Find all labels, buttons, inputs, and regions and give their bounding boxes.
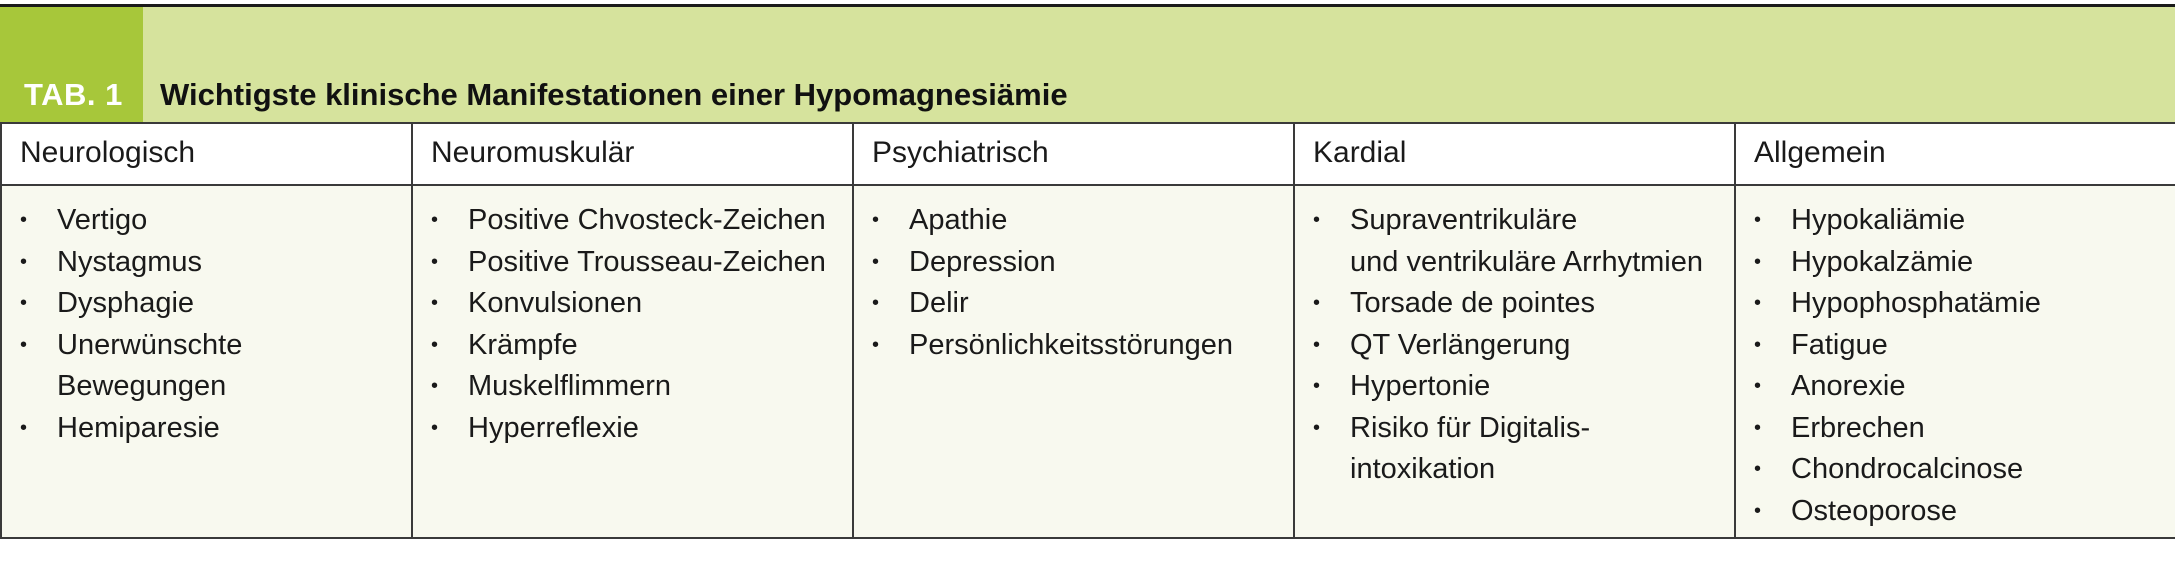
list-item: • Konvulsionen xyxy=(431,283,844,325)
table-header-band xyxy=(0,4,2175,122)
list-item: • Hyperreflexie xyxy=(431,408,844,450)
list-item: • Fatigue xyxy=(1754,325,2167,367)
list-item: • Krämpfe xyxy=(431,325,844,367)
manifestations-grid xyxy=(0,122,2175,539)
cell-kardial xyxy=(1294,185,1735,538)
list-psychiatrisch xyxy=(872,200,1285,366)
list-item: • Positive Trousseau-Zeichen xyxy=(431,242,844,284)
tab-badge xyxy=(0,7,143,122)
list-item: • Positive Chvosteck-Zeichen xyxy=(431,200,844,242)
list-item: • Osteoporose xyxy=(1754,491,2167,533)
list-item: • Torsade de pointes xyxy=(1313,283,1726,325)
table-title: Wichtigste klinische Manifestationen einer Hypomagnesiämie xyxy=(160,77,1068,112)
list-item: • Persönlichkeitsstörungen xyxy=(872,325,1285,367)
list-item: • Hemiparesie xyxy=(20,408,403,450)
list-item: • QT Verlängerung xyxy=(1313,325,1726,367)
list-item: • Vertigo xyxy=(20,200,403,242)
list-item: • Delir xyxy=(872,283,1285,325)
list-item: • Hypokaliämie xyxy=(1754,200,2167,242)
list-allgemein xyxy=(1754,200,2167,532)
cell-psychiatrisch xyxy=(853,185,1294,538)
cell-neurologisch xyxy=(1,185,412,538)
list-item: • Erbrechen xyxy=(1754,408,2167,450)
list-item: • Depression xyxy=(872,242,1285,284)
table-row xyxy=(1,185,2175,538)
list-item: • Dysphagie xyxy=(20,283,403,325)
list-item: • Anorexie xyxy=(1754,366,2167,408)
column-header-neurologisch: Neurologisch xyxy=(1,123,412,185)
list-item: • Hypokalzämie xyxy=(1754,242,2167,284)
list-item: • Hypophosphatämie xyxy=(1754,283,2167,325)
tab-label: TAB. 1 xyxy=(24,77,123,112)
list-neuromuskulaer xyxy=(431,200,844,449)
list-neurologisch xyxy=(20,200,403,449)
list-item: • Nystagmus xyxy=(20,242,403,284)
list-item: • Muskelflimmern xyxy=(431,366,844,408)
list-item: • Unerwünschte Bewegungen xyxy=(20,325,403,408)
list-item: • Apathie xyxy=(872,200,1285,242)
list-item: • Risiko für Digitalis- intoxikation xyxy=(1313,408,1726,491)
list-kardial xyxy=(1313,200,1726,491)
column-header-kardial: Kardial xyxy=(1294,123,1735,185)
cell-allgemein xyxy=(1735,185,2175,538)
column-header-allgemein: Allgemein xyxy=(1735,123,2175,185)
list-item: • Supraventrikuläre und ventrikuläre Arrhytmien xyxy=(1313,200,1726,283)
column-header-psychiatrisch: Psychiatrisch xyxy=(853,123,1294,185)
list-item: • Hypertonie xyxy=(1313,366,1726,408)
list-item: • Chondrocalcinose xyxy=(1754,449,2167,491)
column-header-row xyxy=(1,123,2175,185)
column-header-neuromuskulaer: Neuromuskulär xyxy=(412,123,853,185)
cell-neuromuskulaer xyxy=(412,185,853,538)
